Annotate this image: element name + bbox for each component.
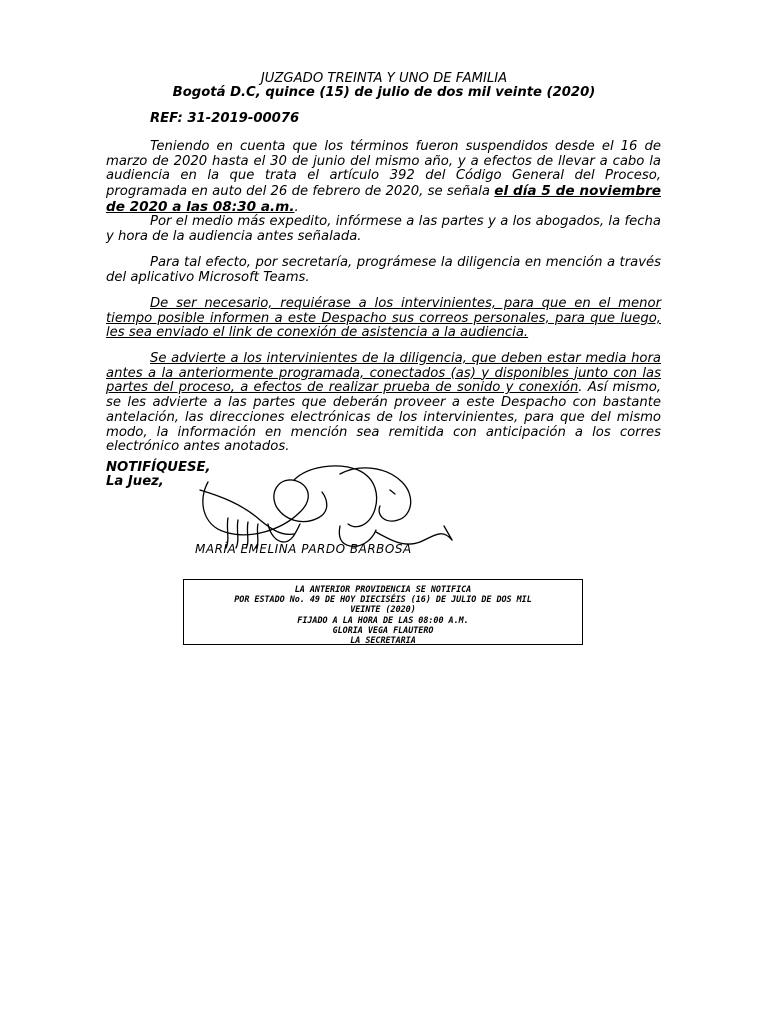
- paragraph-teams: [106, 256, 661, 285]
- notice-line-6: LA SECRETARIA: [350, 635, 416, 646]
- judge-role-label: La Juez,: [106, 474, 164, 489]
- paragraph-schedule-end: .: [294, 199, 299, 215]
- date-line: Bogotá D.C, quince (15) de julio de dos mil veinte (2020): [172, 85, 596, 100]
- court-name: JUZGADO TREINTA Y UNO DE FAMILIA: [260, 71, 508, 86]
- notice-line-4: FIJADO A LA HORA DE LAS 08:00 A.M.: [297, 614, 469, 625]
- notice-line-2: POR ESTADO No. 49 DE HOY DIECISÉIS (16) DE JULIO DE DOS MIL: [234, 594, 532, 605]
- hearing-date: el día 5 de noviembre de 2020 a las 08:30 a.m.: [106, 183, 662, 215]
- notify-label: NOTIFÍQUESE,: [106, 460, 211, 475]
- paragraph-warning-text: . Así mismo, se les advierte a las partes que deberán proveer a este Despacho con bastante antelación, las direcciones electrónicas de los intervinientes, para que del mismo modo, la información en mención sea remitida con anticipación a los corres electrónico antes anotados.: [106, 380, 661, 455]
- notice-line-5: GLORIA VEGA FLAUTERO: [332, 624, 434, 635]
- paragraph-schedule-text: Teniendo en cuenta que los términos fueron suspendidos desde el 16 de marzo de 2020 hasta el 30 de junio del mismo año, y a efectos de llevar a cabo la audiencia en la que trata el artículo 392 del Código General del Proceso, programada en auto del 26 de febrero de 2020, se señala: [106, 139, 661, 200]
- reference-number: REF: 31-2019-00076: [150, 111, 300, 126]
- signer-name: MARÍA EMELINA PARDO BARBOSA: [195, 542, 412, 556]
- notification-stamp-box: [183, 579, 583, 645]
- notice-line-3: VEINTE (2020): [350, 604, 416, 615]
- paragraph-warning-underlined: Se advierte a los intervinientes de la diligencia, que deben estar media hora antes a la anteriormente programada, conectados (as) y disponibles junto con las partes del proceso, a efectos de realizar prueba de sonido y conexión: [106, 351, 661, 396]
- paragraph-schedule: [106, 140, 661, 216]
- paragraph-inform-text: Por el medio más expedito, infórmese a las partes y a los abogados, la fecha y hora de la audiencia antes señalada.: [106, 214, 661, 244]
- notice-line-1: LA ANTERIOR PROVIDENCIA SE NOTIFICA: [294, 584, 472, 594]
- paragraph-inform: [106, 215, 661, 244]
- paragraph-emails: [106, 297, 661, 341]
- paragraph-emails-text: De ser necesario, requiérase a los intervinientes, para que en el menor tiempo posible informen a este Despacho sus correos personales, para que luego, les sea enviado el link de conexión de asistencia a la audiencia.: [106, 296, 661, 341]
- paragraph-teams-text: Para tal efecto, por secretaría, prográmese la diligencia en mención a través del aplicativo Microsoft Teams.: [106, 255, 661, 285]
- paragraph-warning: [106, 352, 661, 455]
